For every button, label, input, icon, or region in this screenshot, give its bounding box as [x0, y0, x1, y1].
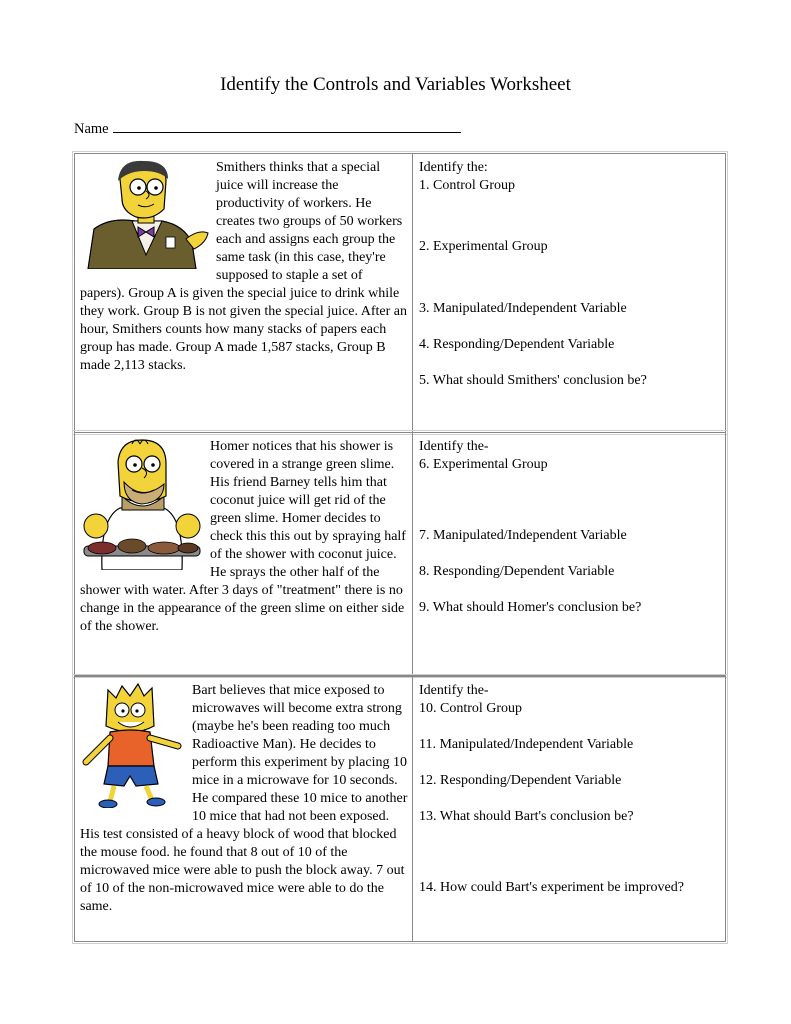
- name-blank[interactable]: [113, 118, 461, 133]
- question-row-bart: [74, 676, 726, 942]
- story-text: Homer notices that his shower is covered in a strange green slime. His friend Barney tells him that coconut juice will get rid of the green slime. Homer decides to check this this out by spraying half of the shower with coconut juice. He sprays the other half of the shower with water. After 3 days of "treatment" there is no change in the appearance of the green slime on either side of the shower.: [80, 439, 406, 634]
- question-10: 10. Control Group: [419, 701, 523, 716]
- story-text: Bart believes that mice exposed to microwaves will become extra strong (maybe he's been reading too much Radioactive Man). He decides to perform this experiment by placing 10 mice in a microwave for 10 seconds. He compared these 10 mice to another 10 mice that had not been exposed. His test consisted of a heavy block of wood that blocked the mouse food. he found that 8 out of 10 of the microwaved mice were able to push the block away. 7 out of 10 of the non-microwaved mice were able to do the same.: [80, 683, 408, 914]
- question-2: 2. Experimental Group: [419, 239, 548, 254]
- smithers-icon: [80, 159, 210, 269]
- question-row-homer: [74, 432, 726, 676]
- story-cell: [75, 677, 413, 941]
- questions-cell: [414, 154, 725, 432]
- story-text: Smithers thinks that a special juice will increase the productivity of workers. He creates two groups of 50 workers each and assigns each group the same task (in this case, they're supposed to staple a set of papers). Group A is given the special juice to drink while they work. Group B is not given the special juice. After an hour, Smithers counts how many stacks of papers each group has made. Group A made 1,587 stacks, Group B made 2,113 stacks.: [80, 160, 407, 373]
- identify-label: Identify the:: [419, 160, 488, 175]
- name-field[interactable]: [74, 118, 461, 138]
- question-12: 12. Responding/Dependent Variable: [419, 773, 622, 788]
- question-14: 14. How could Bart's experiment be improved?: [419, 880, 684, 895]
- question-9: 9. What should Homer's conclusion be?: [419, 600, 642, 615]
- question-11: 11. Manipulated/Independent Variable: [419, 737, 634, 752]
- identify-label: Identify the-: [419, 683, 489, 698]
- questions-cell: [414, 677, 725, 941]
- story-cell: [75, 433, 413, 675]
- homer-icon: [80, 438, 204, 570]
- question-1: 1. Control Group: [419, 178, 516, 193]
- question-row-smithers: [74, 153, 726, 433]
- story-cell: [75, 154, 413, 432]
- question-3: 3. Manipulated/Independent Variable: [419, 301, 627, 316]
- bart-icon: [80, 682, 186, 808]
- question-8: 8. Responding/Dependent Variable: [419, 564, 615, 579]
- questions-cell: [414, 433, 725, 675]
- question-6: 6. Experimental Group: [419, 457, 548, 472]
- question-7: 7. Manipulated/Independent Variable: [419, 528, 627, 543]
- identify-label: Identify the-: [419, 439, 489, 454]
- question-5: 5. What should Smithers' conclusion be?: [419, 373, 647, 388]
- question-4: 4. Responding/Dependent Variable: [419, 337, 615, 352]
- name-label: Name: [74, 121, 109, 137]
- question-13: 13. What should Bart's conclusion be?: [419, 809, 634, 824]
- page-title: Identify the Controls and Variables Worksheet: [220, 74, 571, 95]
